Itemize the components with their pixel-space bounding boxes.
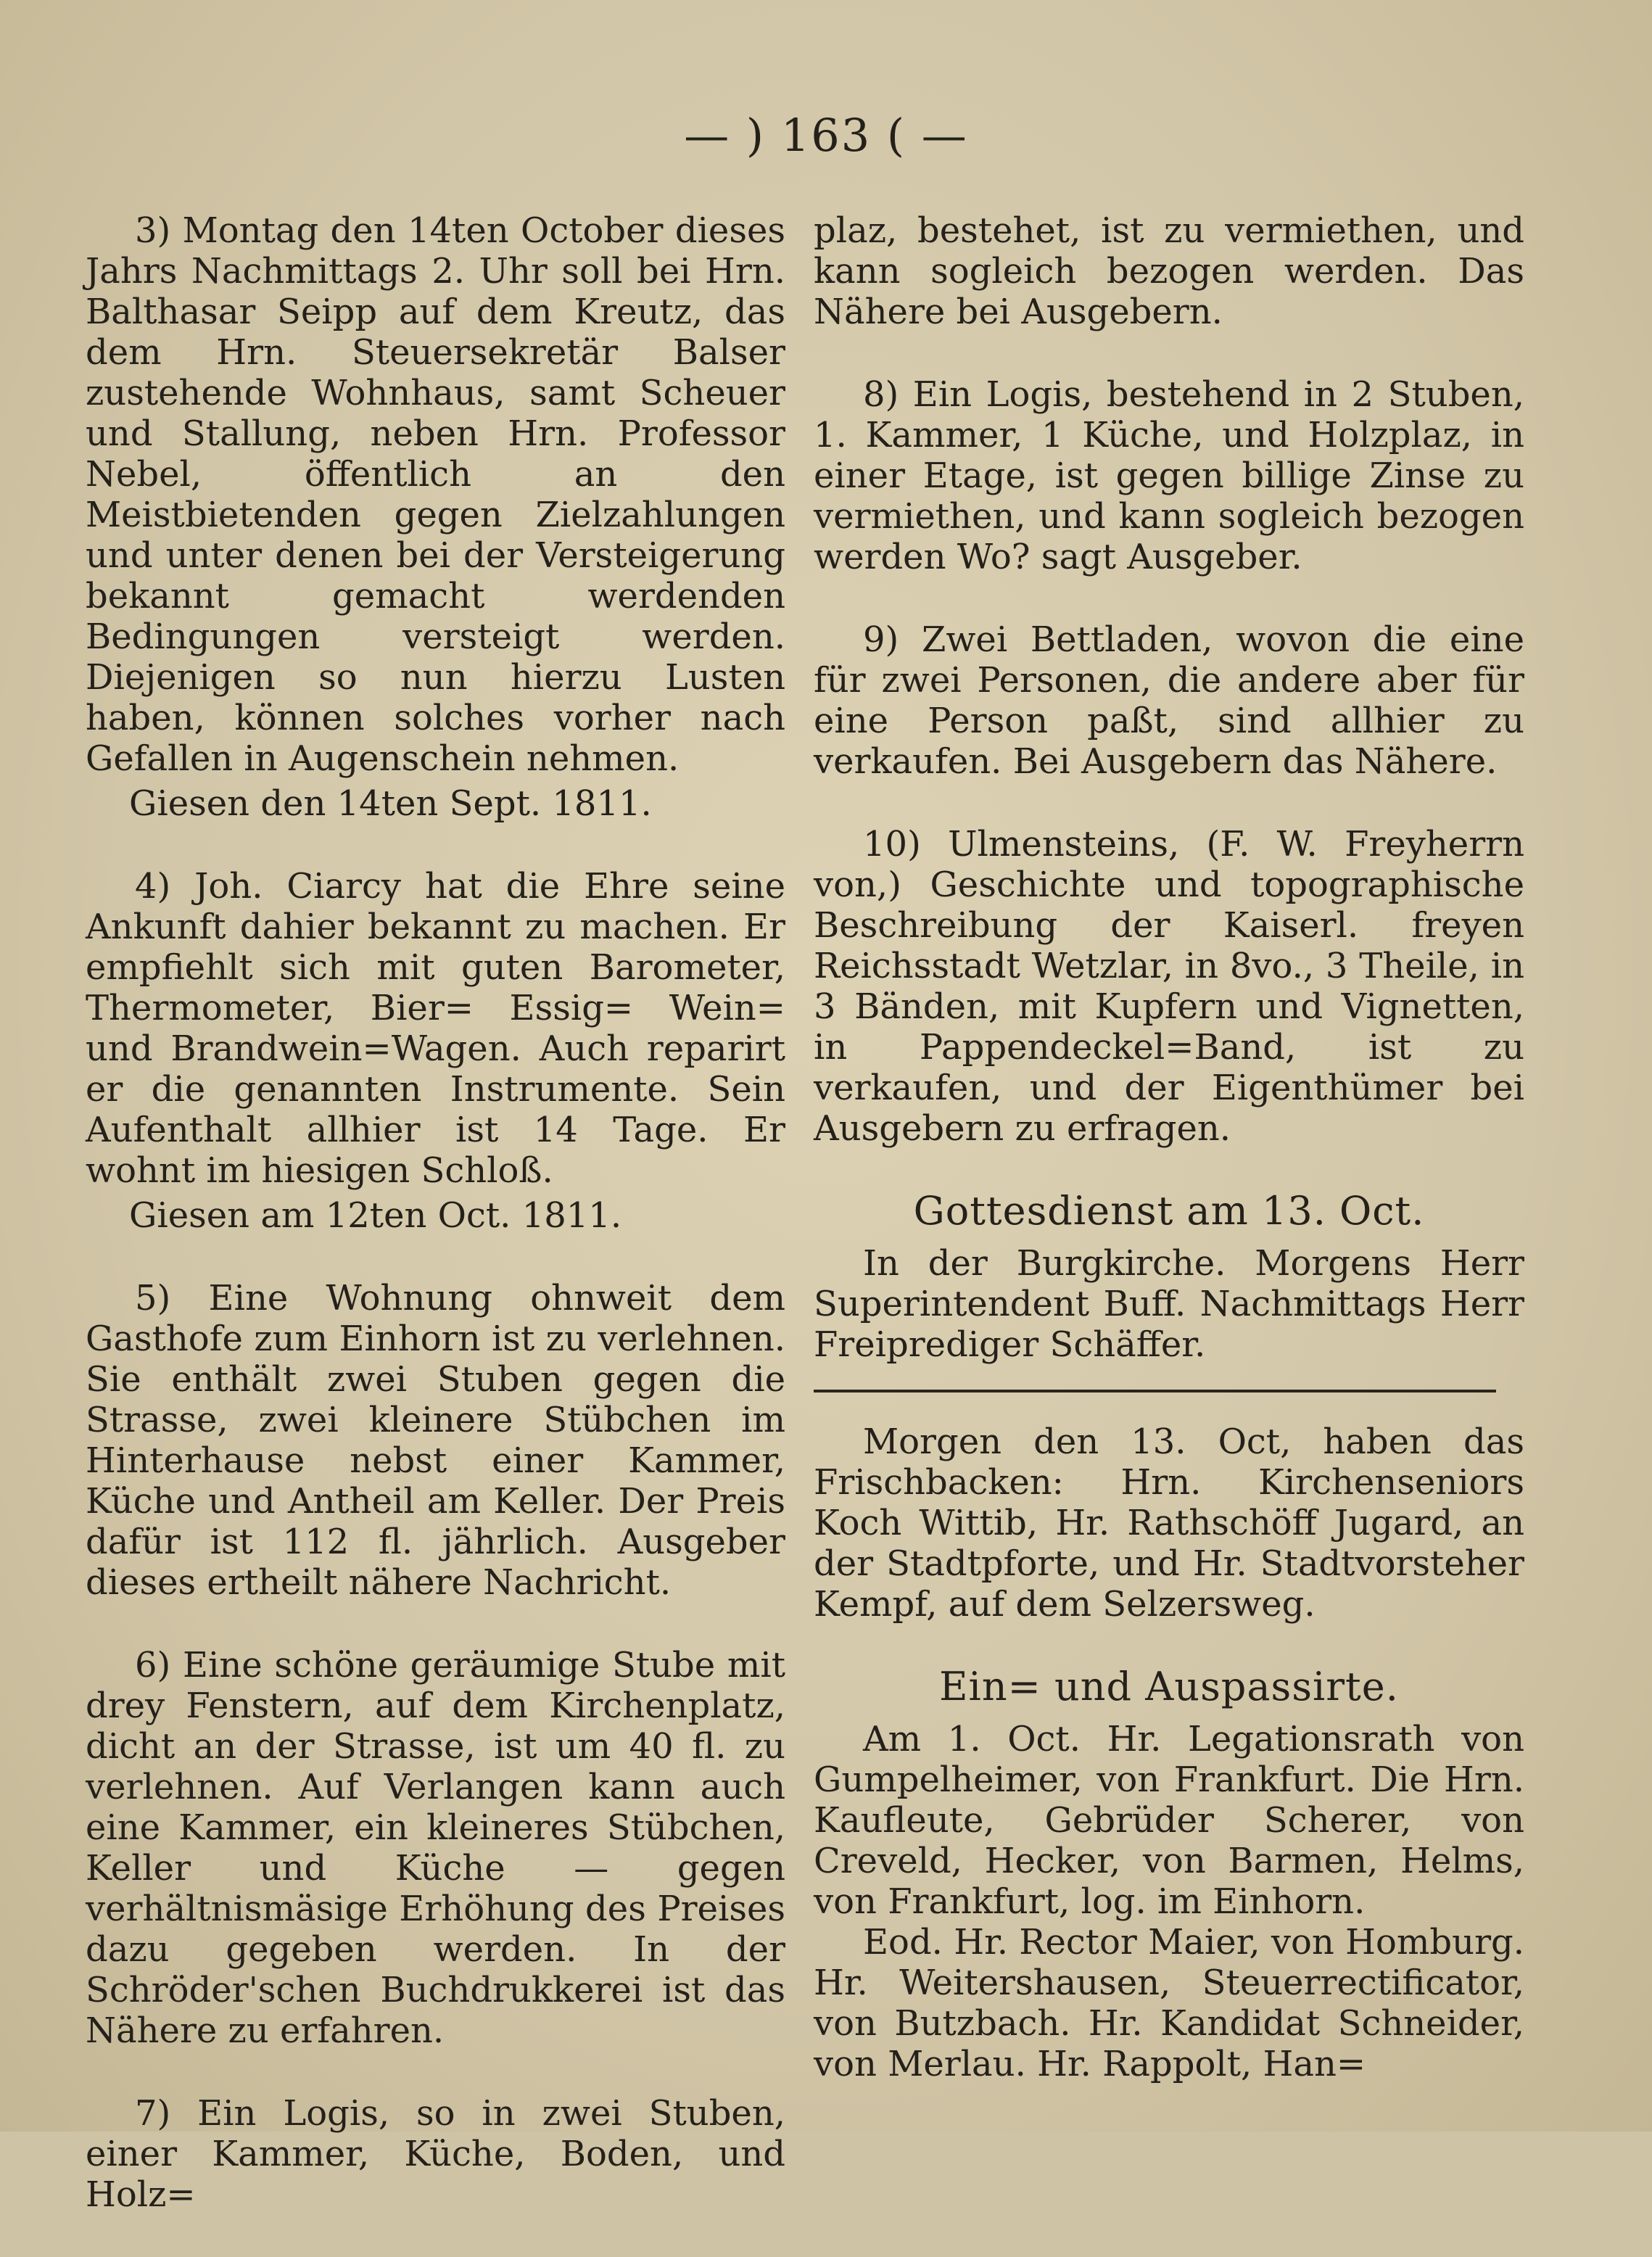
page-header: — ) 163 ( — <box>684 109 968 162</box>
notice-3: 3) Montag den 14ten October dieses Jahrs Nachmittags 2. Uhr soll bei Hrn. Balthasar Seipp auf dem Kreutz, das dem Hrn. Steuersekretär Balser zustehende Wohnhaus, samt Scheuer und Stallung, neben Hrn. Professor Nebel, öffentlich an den Meistbietenden gegen Zielzahlungen und unter denen bei der Versteigerung bekannt gemacht werdenden Bedingungen versteigt werden. Diejenigen so nun hierzu Lusten haben, können solches vorher nach Gefallen in Augenschein nehmen. <box>86 210 785 779</box>
notice-4: 4) Joh. Ciarcy hat die Ehre seine Ankunft dahier bekannt zu machen. Er empfiehlt sich mit guten Barometer, Thermometer, Bier= Essig= Wein= und Brandwein=Wagen. Auch reparirt er die genannten Instrumente. Sein Aufenthalt allhier ist 14 Tage. Er wohnt im hiesigen Schloß. <box>86 866 785 1191</box>
notice-10: 10) Ulmensteins, (F. W. Freyherrn von,) Geschichte und topographische Beschreibung der Kaiserl. freyen Reichsstadt Wetzlar, in 8vo., 3 Theile, in 3 Bänden, mit Kupfern und Vignetten, in Pappendeckel=Band, ist zu verkaufen, und der Eigenthümer bei Ausgebern zu erfragen. <box>814 824 1524 1149</box>
travellers-heading: Ein= und Auspassirte. <box>939 1664 1399 1709</box>
worship-heading: Gottesdienst am 13. Oct. <box>913 1188 1425 1234</box>
notice-4-dateline: Giesen am 12ten Oct. 1811. <box>129 1195 622 1236</box>
notice-8: 8) Ein Logis, bestehend in 2 Stuben, 1. Kammer, 1 Küche, und Holzplaz, in einer Etage, ist gegen billige Zinse zu vermiethen, und kann sogleich bezogen werden Wo? sagt Ausgeber. <box>814 374 1524 577</box>
travellers-text-2: Eod. Hr. Rector Maier, von Homburg. Hr. Weitershausen, Steuerrectificator, von Butzbach. Hr. Kandidat Schneider, von Merlau. Hr. Rappolt, Han= <box>814 1922 1524 2084</box>
notice-9: 9) Zwei Bettladen, wovon die eine für zwei Personen, die andere aber für eine Person paßt, sind allhier zu verkaufen. Bei Ausgebern das Nähere. <box>814 619 1524 782</box>
notice-7-start: 7) Ein Logis, so in zwei Stuben, einer Kammer, Küche, Boden, und Holz= <box>86 2093 785 2215</box>
travellers-text-1: Am 1. Oct. Hr. Legationsrath von Gumpelheimer, von Frankfurt. Die Hrn. Kaufleute, Gebrüder Scherer, von Creveld, Hecker, von Barmen, Helms, von Frankfurt, log. im Einhorn. <box>814 1719 1524 1922</box>
worship-text: In der Burgkirche. Morgens Herr Superintendent Buff. Nachmittags Herr Freiprediger Schäffer. <box>814 1243 1524 1365</box>
baking-text: Morgen den 13. Oct, haben das Frischbacken: Hrn. Kirchenseniors Koch Wittib, Hr. Rathschöff Jugard, an der Stadtpforte, und Hr. Stadtvorsteher Kempf, auf dem Selzersweg. <box>814 1422 1524 1625</box>
notice-3-dateline: Giesen den 14ten Sept. 1811. <box>129 783 652 824</box>
notice-5: 5) Eine Wohnung ohnweit dem Gasthofe zum Einhorn ist zu verlehnen. Sie enthält zwei Stuben gegen die Strasse, zwei kleinere Stübchen im Hinterhause nebst einer Kammer, Küche und Antheil am Keller. Der Preis dafür ist 112 fl. jährlich. Ausgeber dieses ertheilt nähere Nachricht. <box>86 1278 785 1603</box>
right-column <box>814 210 1524 2126</box>
notice-6: 6) Eine schöne geräumige Stube mit drey Fenstern, auf dem Kirchenplatz, dicht an der Strasse, ist um 40 fl. zu verlehnen. Auf Verlangen kann auch eine Kammer, ein kleineres Stübchen, Keller und Küche — gegen verhältnismäsige Erhöhung des Preises dazu gegeben werden. In der Schröder'schen Buchdrukkerei ist das Nähere zu erfahren. <box>86 1645 785 2051</box>
section-divider <box>814 1390 1496 1392</box>
left-column <box>86 210 785 2257</box>
notice-7-end: plaz, bestehet, ist zu vermiethen, und kann sogleich bezogen werden. Das Nähere bei Ausgebern. <box>814 210 1524 332</box>
